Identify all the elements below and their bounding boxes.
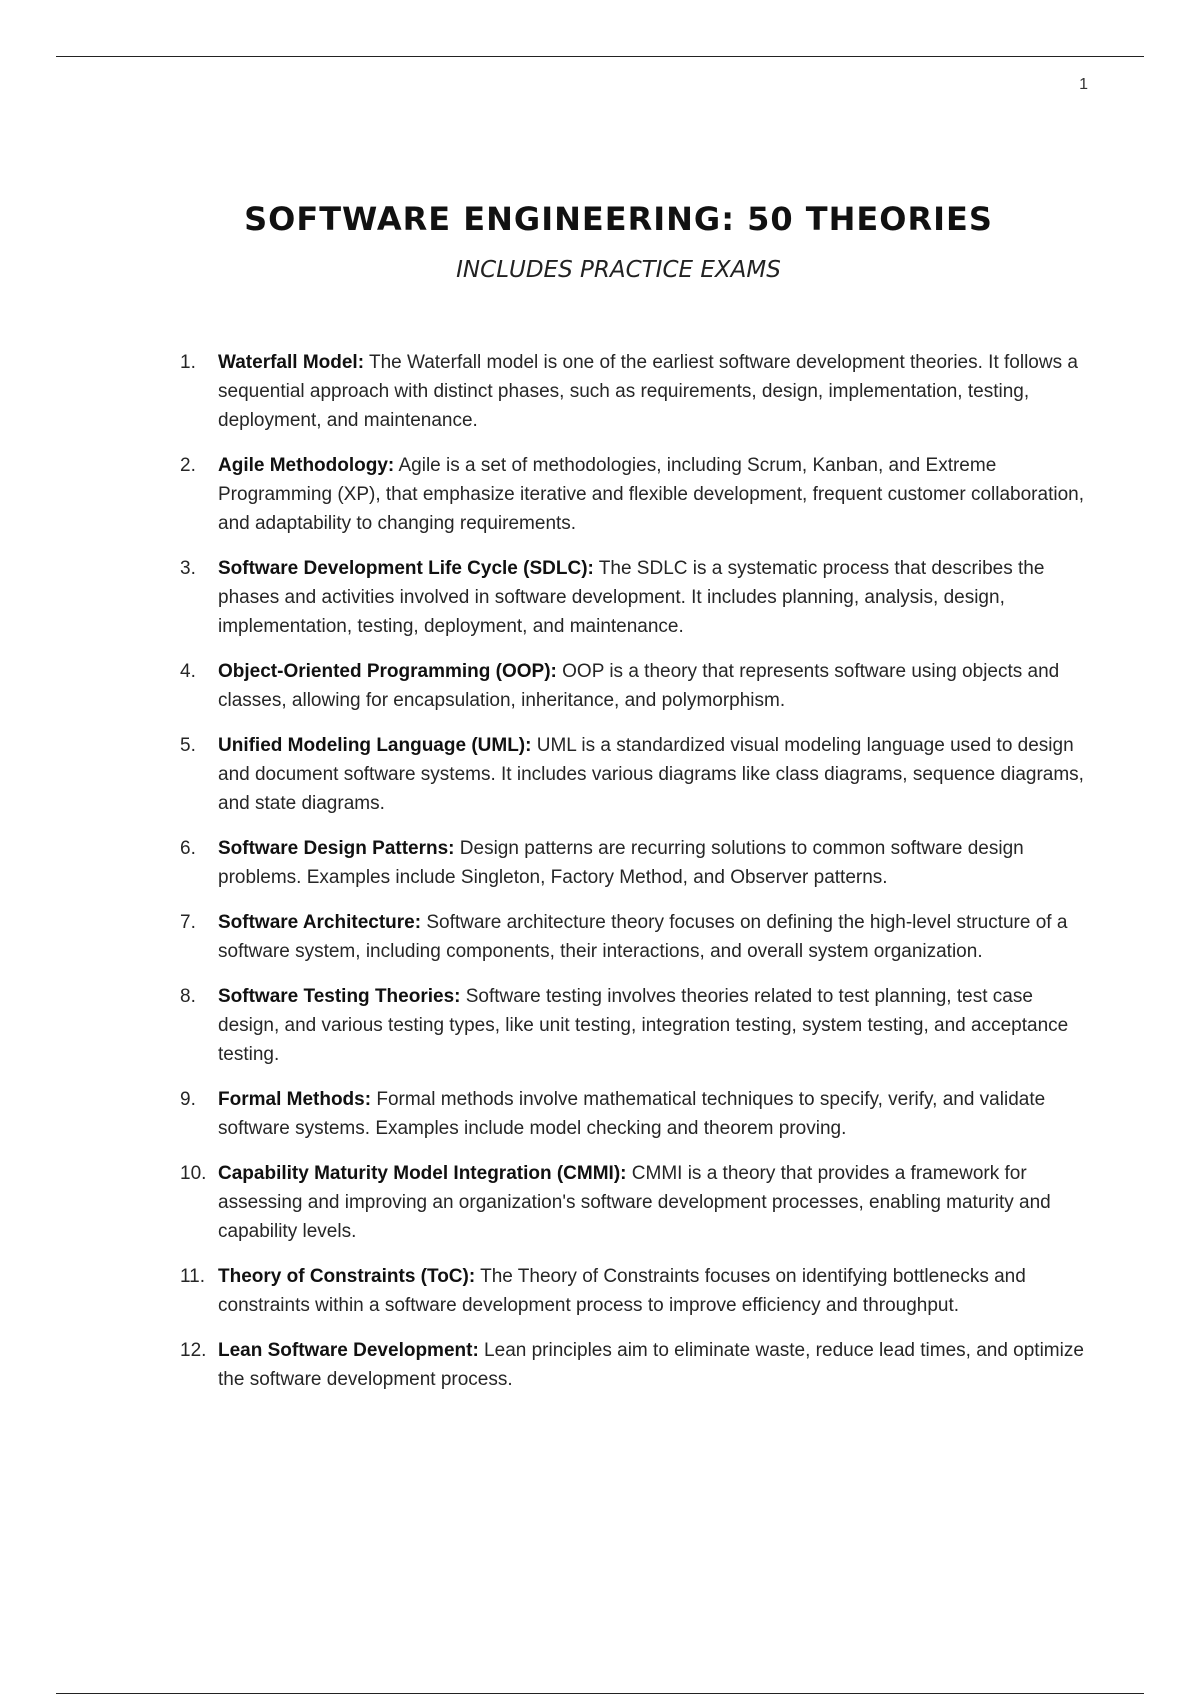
theory-number: 12. (180, 1340, 207, 1361)
theory-description: CMMI is a theory that provides a framework for assessing and improving an organization's software development processes, enabling maturity and capability levels. (218, 1163, 1051, 1242)
theory-number: 7. (180, 912, 196, 933)
theory-description: UML is a standardized visual modeling language used to design and document software systems. It includes various diagrams like class diagrams, sequence diagrams, and state diagrams. (218, 735, 1084, 814)
theory-name: Software Testing Theories: (218, 986, 461, 1007)
theory-number: 2. (180, 455, 196, 476)
theory-name: Capability Maturity Model Integration (CMMI): (218, 1163, 627, 1184)
theory-number: 10. (180, 1163, 207, 1184)
theory-item (180, 1262, 1094, 1320)
theory-item (180, 348, 1094, 435)
theory-name: Unified Modeling Language (UML): (218, 735, 532, 756)
theory-description: Software testing involves theories related to test planning, test case design, and various testing types, like unit testing, integration testing, system testing, and acceptance testing. (218, 986, 1069, 1065)
document-subtitle: INCLUDES PRACTICE EXAMS (456, 257, 781, 283)
theory-name: Theory of Constraints (ToC): (218, 1266, 476, 1287)
theory-description: Design patterns are recurring solutions to common software design problems. Examples include Singleton, Factory Method, and Observer patterns. (218, 838, 1024, 888)
theory-number: 4. (180, 661, 196, 682)
theory-description: Lean principles aim to eliminate waste, reduce lead times, and optimize the software development process. (218, 1340, 1084, 1390)
theory-description: Software architecture theory focuses on defining the high-level structure of a software system, including components, their interactions, and overall system organization. (218, 912, 1068, 962)
theory-number: 11. (180, 1266, 206, 1287)
theory-item (180, 982, 1094, 1069)
theory-name: Software Design Patterns: (218, 838, 455, 859)
theory-description: The Theory of Constraints focuses on identifying bottlenecks and constraints within a software development process to improve efficiency and throughput. (218, 1266, 1026, 1316)
theory-name: Object-Oriented Programming (OOP): (218, 661, 557, 682)
theory-description: The Waterfall model is one of the earliest software development theories. It follows a sequential approach with distinct phases, such as requirements, design, implementation, testing, deployment, and maintenance. (218, 352, 1078, 431)
theory-item (180, 834, 1094, 892)
theory-name: Waterfall Model: (218, 352, 365, 373)
document-title: SOFTWARE ENGINEERING: 50 THEORIES (244, 200, 993, 238)
theory-description: OOP is a theory that represents software using objects and classes, allowing for encapsulation, inheritance, and polymorphism. (218, 661, 1060, 711)
theory-name: Agile Methodology: (218, 455, 395, 476)
theory-number: 6. (180, 838, 196, 859)
theory-number: 1. (180, 352, 196, 373)
theory-item (180, 451, 1094, 538)
theory-item (180, 554, 1094, 641)
theory-name: Software Development Life Cycle (SDLC): (218, 558, 594, 579)
theory-description: The SDLC is a systematic process that describes the phases and activities involved in software development. It includes planning, analysis, design, implementation, testing, deployment, and maintenance. (218, 558, 1045, 637)
page-number: 1 (1079, 76, 1088, 93)
footer-rule (56, 1693, 1144, 1694)
theory-item (180, 1159, 1094, 1246)
theory-item (180, 1085, 1094, 1143)
theory-number: 8. (180, 986, 196, 1007)
theory-name: Formal Methods: (218, 1089, 372, 1110)
theory-number: 5. (180, 735, 196, 756)
theory-description: Formal methods involve mathematical techniques to specify, verify, and validate software systems. Examples include model checking and theorem proving. (218, 1089, 1046, 1139)
header-rule (56, 56, 1144, 57)
theory-number: 3. (180, 558, 196, 579)
theory-name: Lean Software Development: (218, 1340, 479, 1361)
theory-item (180, 657, 1094, 715)
theory-item (180, 908, 1094, 966)
theory-item (180, 1336, 1094, 1394)
theory-list (180, 348, 1094, 1410)
theory-item (180, 731, 1094, 818)
theory-number: 9. (180, 1089, 196, 1110)
theory-description: Agile is a set of methodologies, including Scrum, Kanban, and Extreme Programming (XP), that emphasize iterative and flexible development, frequent customer collaboration, and adaptability to changing requirements. (218, 455, 1084, 534)
theory-name: Software Architecture: (218, 912, 422, 933)
